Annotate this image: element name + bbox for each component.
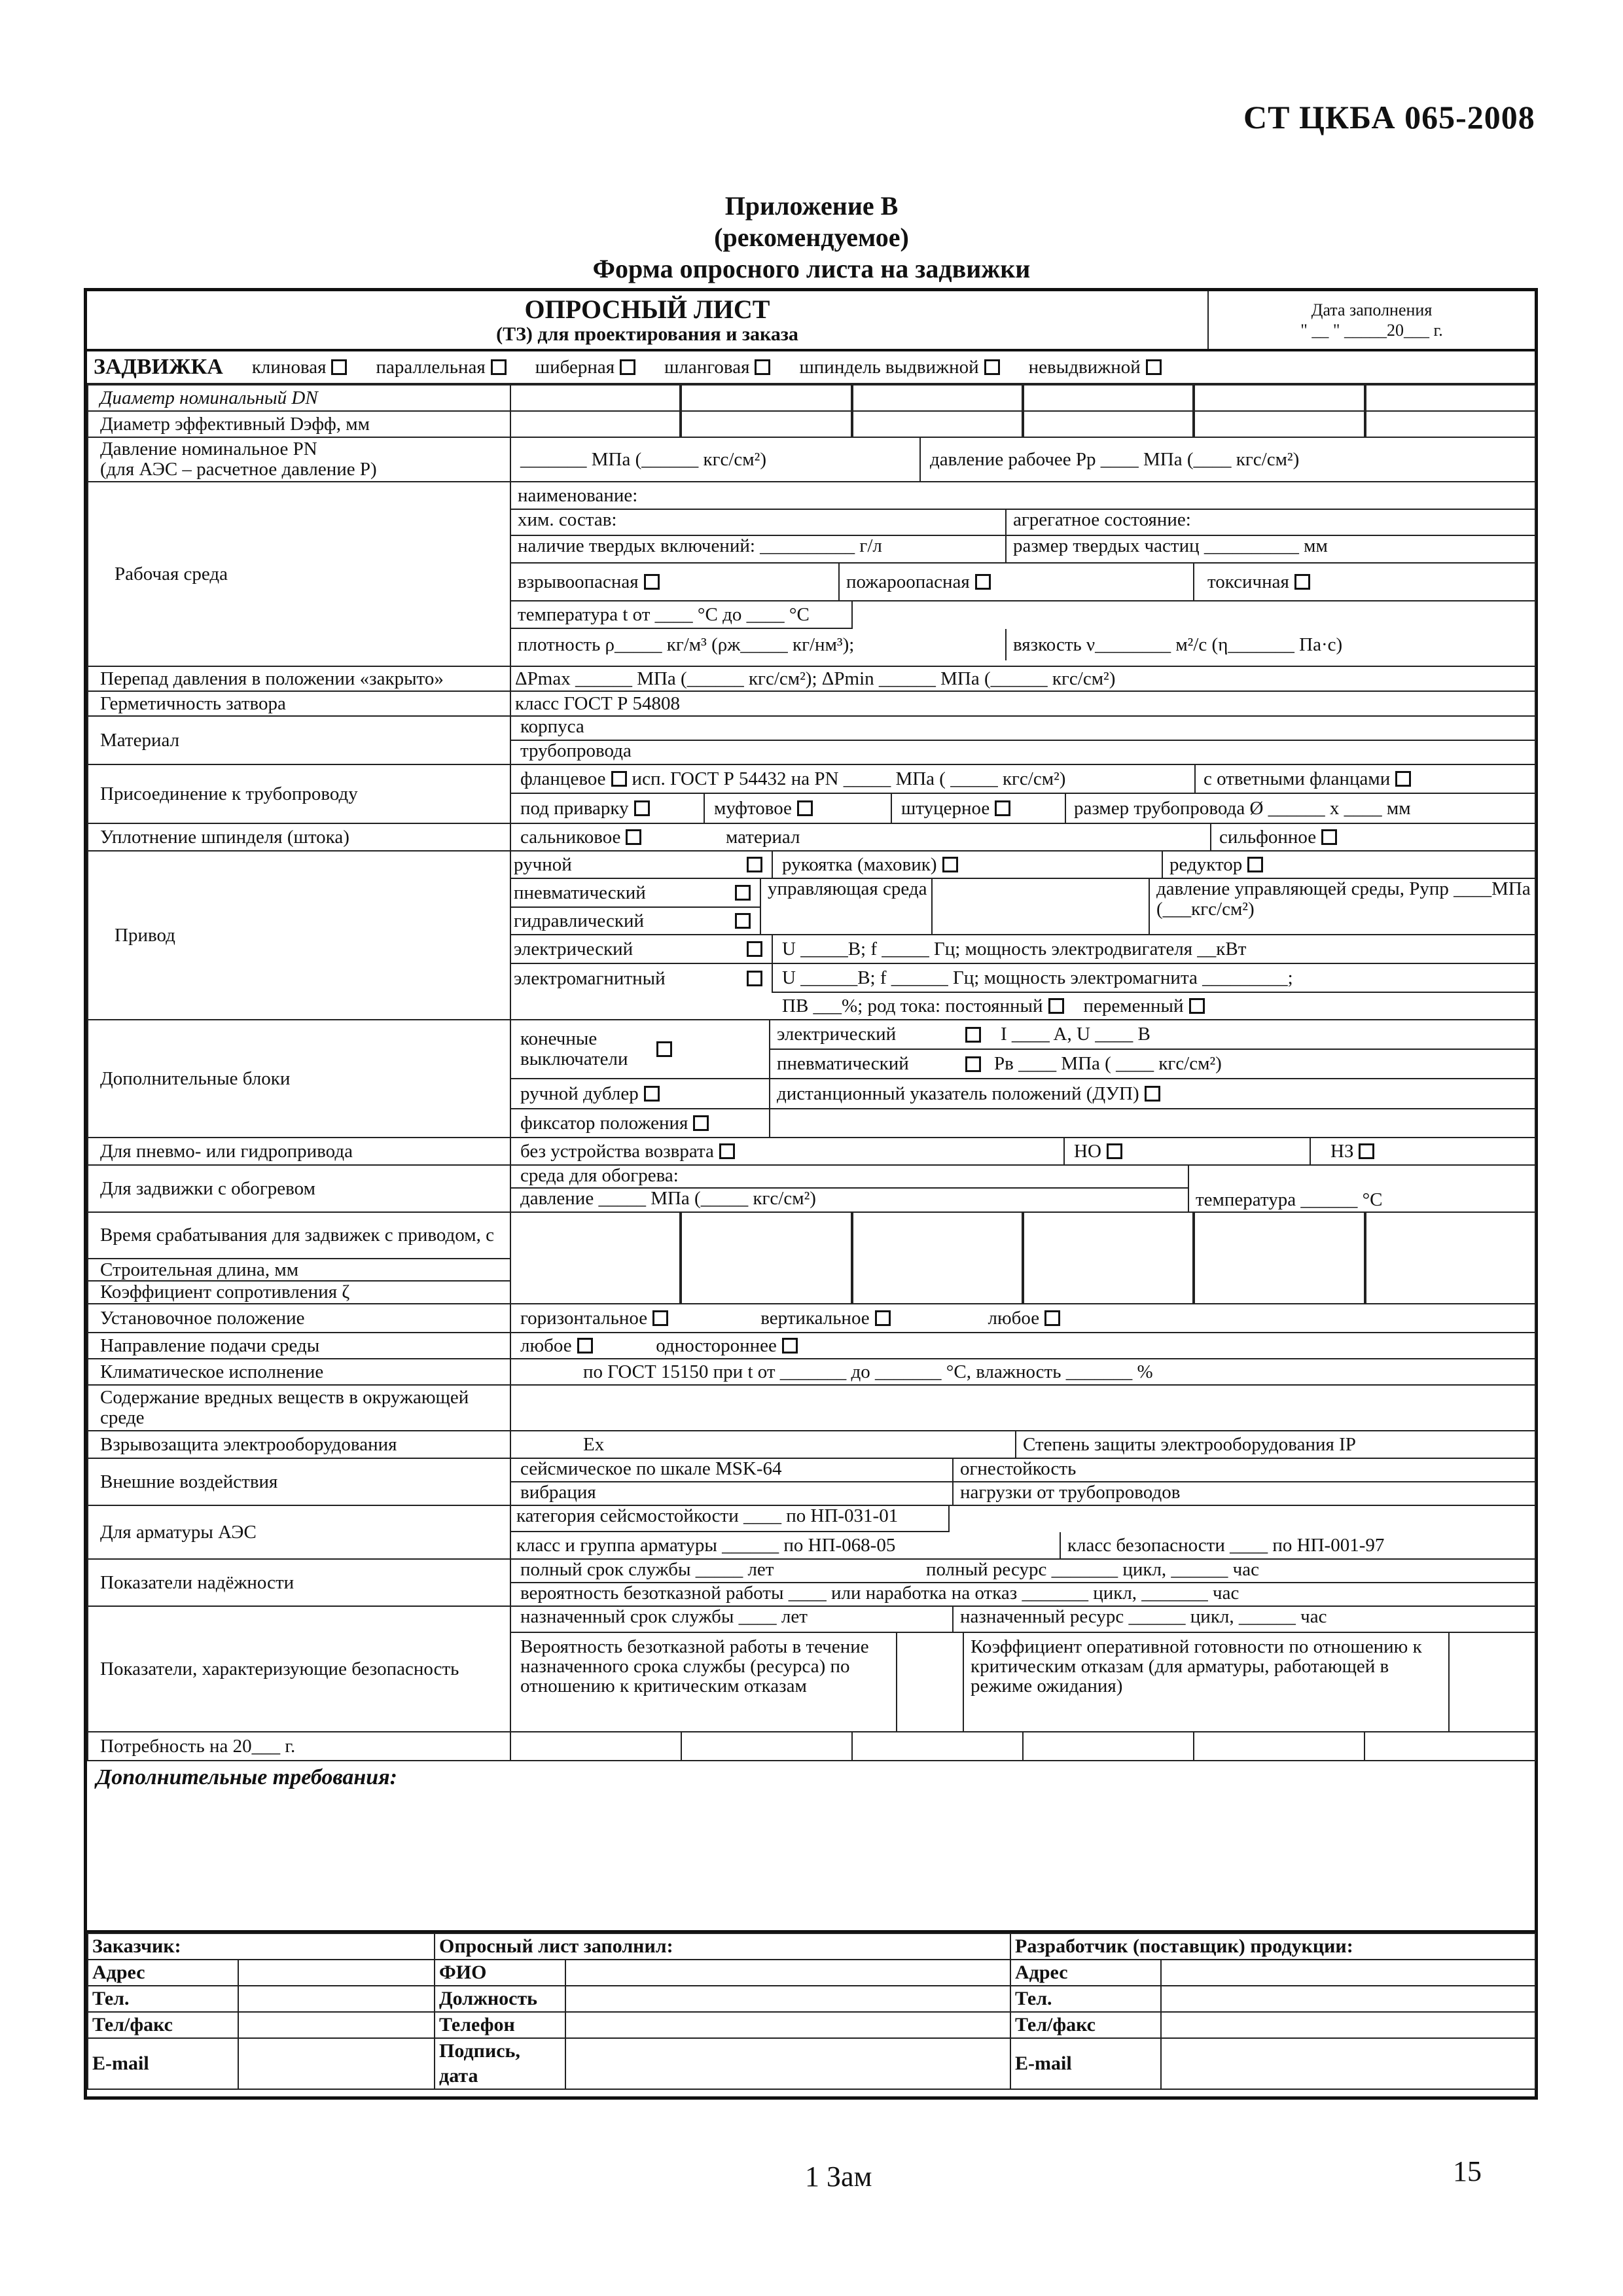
fire-option[interactable]: пожароопасная [840,564,1194,600]
checkbox-icon [1189,998,1205,1014]
document-code: СТ ЦКБА 065-2008 [1243,99,1535,135]
tight-field[interactable]: класс ГОСТ Р 54808 [510,691,1535,716]
valve-class-field[interactable]: класс и группа арматуры ______ по НП-068-05 [511,1532,1061,1558]
dn-cell[interactable] [511,386,682,410]
customer-address-field[interactable] [238,1960,435,1986]
filler-position-label: Должность [435,1986,565,2012]
checkbox-icon [1048,998,1064,1014]
material-pipe-field[interactable]: трубопровода [520,740,632,761]
row-harm-label: Содержание вредных веществ в окружающей среде [88,1385,510,1431]
row-heat-label: Для задвижки с обогревом [88,1165,510,1212]
valve-label: ЗАДВИЖКА [94,355,223,379]
developer-fax-label: Тел/факс [1010,2012,1161,2038]
checkbox-icon [652,1310,668,1326]
heat-pressure-field[interactable]: давление _____ МПа (_____ кгс/см²) [511,1189,1189,1211]
dn-cell[interactable] [682,386,853,410]
pos-any-option[interactable]: любое [988,1308,1061,1329]
checkbox-icon [1107,1143,1122,1159]
need-cell[interactable] [1194,1732,1365,1760]
deff-cell[interactable] [511,412,682,437]
drive-pneu-option[interactable]: пневматический [511,879,760,908]
pipe-load-field[interactable]: нагрузки от трубопроводов [960,1482,1181,1503]
customer-tel-label: Тел. [88,1986,238,2012]
form-header-title: ОПРОСНЫЙ ЛИСТ [524,295,770,324]
harm-field[interactable] [510,1385,1535,1431]
bellows-option[interactable]: сильфонное [1210,824,1337,850]
checkbox-icon [942,857,958,872]
drive-handle-option[interactable]: рукоятка (маховик) [773,852,1163,878]
row-seal-label: Уплотнение шпинделя (штока) [88,823,510,851]
row-rel-label: Показатели надёжности [88,1559,510,1606]
no-return-option[interactable]: без устройства возврата [511,1138,1065,1164]
ex-field[interactable]: Ex [511,1431,1016,1458]
row-npp-label: Для арматуры АЭС [88,1505,510,1559]
explosive-option[interactable]: взрывоопасная [511,564,840,600]
checkbox-icon [491,359,507,375]
need-cell[interactable] [511,1732,682,1760]
safety-class-field[interactable]: класс безопасности ____ по НП-001-97 [1067,1534,1385,1556]
full-life-field[interactable]: полный срок службы _____ лет [520,1559,774,1580]
critical-prob-field[interactable] [897,1633,964,1731]
developer-tel-label: Тел. [1010,1986,1161,2012]
checkbox-icon [1145,1086,1160,1102]
assigned-life-field[interactable]: назначенный срок службы ____ лет [511,1607,954,1632]
drive-em-params[interactable]: U ______B; f ______ Гц; мощность электромагнита _________; [773,964,1535,993]
deff-cell[interactable] [682,412,853,437]
dp-field[interactable]: ΔPmax ______ МПа (______ кгс/см²); ΔPmin ______ МПа (______ кгс/см²) [510,666,1535,691]
appendix-title: Приложение В [724,191,899,221]
flow-any-option[interactable]: любое [520,1336,651,1356]
developer-email-field[interactable] [1161,2038,1535,2089]
row-dp-label: Перепад давления в положении «закрыто» [88,666,510,691]
drive-current-option[interactable]: ПВ ___%; род тока: постоянный переменный [773,993,1535,1019]
checkbox-icon [577,1338,593,1354]
checkbox-icon [747,857,762,872]
date-field[interactable]: " __ " _____20___ г. [1300,321,1443,340]
customer-email-label: E-mail [88,2038,238,2089]
limit-pneu-option[interactable]: пневматический Pв ____ МПа ( ____ кгс/см²) [777,1053,1222,1074]
form-title: Форма опросного листа на задвижки [592,254,1031,283]
checkbox-icon [1044,1310,1060,1326]
grid-cell[interactable] [1195,1213,1366,1303]
need-cell[interactable] [853,1732,1024,1760]
chem-field[interactable]: хим. состав: [511,510,1007,535]
position-lock-option[interactable]: фиксатор положения [511,1109,770,1137]
readiness-label: Коэффициент оперативной готовности по отношению к критическим отказам (для арматуры, работающей в режиме ожидания) [964,1633,1450,1731]
normally-closed-option[interactable]: НЗ [1311,1141,1374,1162]
material-body-field[interactable]: корпуса [511,717,1535,741]
row-safe-label: Показатели, характеризующие безопасность [88,1606,510,1732]
failure-prob-field[interactable]: вероятность безотказной работы ____ или наработка на отказ _______ цикл, _______ час [520,1583,1240,1604]
control-medium-field[interactable] [933,879,1150,934]
deff-cell[interactable] [853,412,1024,437]
checkbox-icon [1146,359,1162,375]
appendix-status: (рекомендуемое) [714,223,909,252]
vibration-field[interactable]: вибрация [511,1482,954,1505]
valve-type-nonrising-stem[interactable]: невыдвижной [1029,357,1162,378]
filled-label: Опросный лист заполнил: [435,1933,1010,1960]
customer-email-field[interactable] [238,2038,435,2089]
checkbox-icon [755,359,770,375]
critical-prob-label: Вероятность безотказной работы в течение назначенного срока службы (ресурса) по отношению к критическим отказам [511,1633,897,1731]
checkbox-icon [331,359,347,375]
developer-label: Разработчик (поставщик) продукции: [1010,1933,1535,1960]
seismic-category-field[interactable]: категория сейсмостойкости ____ по НП-031-01 [511,1506,950,1532]
checkbox-icon [797,800,813,816]
row-pneumo-label: Для пневмо- или гидропривода [88,1138,510,1165]
manual-override-option[interactable]: ручной дублер [511,1079,770,1108]
checkbox-icon [1395,771,1411,787]
need-cell[interactable] [1365,1732,1535,1760]
full-resource-field[interactable]: полный ресурс _______ цикл, ______ час [926,1559,1260,1580]
drive-manual-option[interactable]: ручной [511,852,773,878]
pn-field[interactable]: _______ МПа (______ кгс/см²) [511,438,921,481]
heat-temp-field[interactable]: температура ______ °С [1196,1189,1383,1210]
customer-fax-field[interactable] [238,2012,435,2038]
medium-name-field[interactable]: наименование: [511,482,1535,510]
checkbox-icon [735,885,751,901]
checkbox-icon [611,771,627,787]
extra-requirements-label: Дополнительные требования: [96,1765,397,1789]
pos-horizontal-option[interactable]: горизонтальное [520,1308,756,1329]
row-flow-label: Направление подачи среды [88,1333,510,1359]
filler-position-field[interactable] [565,1986,1010,2012]
valve-type-parallel[interactable]: параллельная [376,357,506,378]
page-number: 15 [1453,2155,1482,2187]
flange-option[interactable]: фланцевое исп. ГОСТ Р 54432 на PN _____ МПа ( _____ кгс/см²) [511,765,1196,793]
row-deff-label: Диаметр эффективный Dэфф, мм [88,411,510,437]
particle-field[interactable]: размер твердых частиц __________ мм [1013,535,1328,556]
toxic-option[interactable]: токсичная [1194,572,1310,592]
checkbox-icon [747,941,762,957]
filler-fio-label: ФИО [435,1960,565,1986]
questionnaire-frame [84,288,1538,2100]
row-length-label: Строительная длина, мм [88,1259,510,1281]
grid-cell[interactable] [1024,1213,1195,1303]
filler-phone-field[interactable] [565,2012,1010,2038]
assigned-resource-field[interactable]: назначенный ресурс ______ цикл, ______ час [960,1606,1327,1627]
ip-field[interactable]: Степень защиты электрооборудования IP [1023,1433,1356,1455]
appendix-heading [0,191,1623,285]
filler-fio-field[interactable] [565,1960,1010,1986]
row-need-label: Потребность на 20___ г. [88,1732,510,1761]
checkbox-icon [1359,1143,1374,1159]
valve-type-hose[interactable]: шланговая [664,357,770,378]
drive-elec-option[interactable]: электрический [511,935,773,963]
pos-vertical-option[interactable]: вертикальное [760,1308,983,1329]
form-header [87,291,1535,351]
drive-elec-params[interactable]: U _____B; f _____ Гц; мощность электродвигателя __кВт [782,938,1247,960]
developer-address-label: Адрес [1010,1960,1161,1986]
checkbox-icon [965,1056,981,1072]
checkbox-icon [1294,574,1310,590]
flow-one-way-option[interactable]: одностороннее [656,1335,798,1356]
readiness-field[interactable] [1450,1633,1535,1731]
checkbox-icon [719,1143,735,1159]
checkbox-icon [644,1086,660,1102]
aggregate-field[interactable]: агрегатное состояние: [1013,509,1191,530]
checkbox-icon [984,359,1000,375]
weld-option[interactable]: под приварку [511,794,705,823]
checkbox-icon [656,1041,672,1057]
row-medium-label: Рабочая среда [88,482,510,666]
grid-cell[interactable] [682,1213,853,1303]
checkbox-icon [693,1115,709,1131]
developer-tel-field[interactable] [1161,1986,1535,2012]
control-pressure-field[interactable]: давление управляющей среды, Pупр ____МПа (___кгс/см²) [1156,878,1531,920]
control-medium-label: управляющая среда [761,879,933,934]
row-drive-label: Привод [88,851,510,1020]
main-form-table [87,384,1536,1761]
checkbox-icon [626,829,641,845]
filler-sign-label: Подпись, дата [435,2038,565,2089]
coupling-option[interactable]: муфтовое [705,794,892,823]
checkbox-icon [735,913,751,929]
change-note: 1 Зам [805,2161,872,2193]
form-header-subtitle: (ТЗ) для проектирования и заказа [496,323,798,345]
row-climate-label: Климатическое исполнение [88,1359,510,1385]
checkbox-icon [1247,857,1263,872]
drive-reducer-option[interactable]: редуктор [1163,855,1263,875]
valve-type-gate[interactable]: шиберная [535,357,635,378]
row-material-label: Материал [88,716,510,764]
customer-label: Заказчик: [88,1933,435,1960]
grid-cell[interactable] [1366,1213,1535,1303]
nipple-option[interactable]: штуцерное [892,794,1066,823]
seal-material-field[interactable]: материал [726,826,800,848]
customer-address-label: Адрес [88,1960,238,1986]
checkbox-icon [975,574,991,590]
need-cell[interactable] [1024,1732,1194,1760]
climate-field[interactable]: по ГОСТ 15150 при t от _______ до _______ °С, влажность _______ % [510,1359,1535,1385]
row-dn-label: Диаметр номинальный DN [88,385,510,411]
limit-elec-option[interactable]: электрический I ____ A, U ____ B [770,1020,1535,1050]
valve-type-row [87,351,1535,384]
heat-medium-field[interactable]: среда для обогрева: [511,1166,1189,1189]
pipe-size-field[interactable]: размер трубопровода Ø ______ х ____ мм [1074,797,1411,819]
deff-cell[interactable] [1024,412,1195,437]
developer-fax-field[interactable] [1161,2012,1535,2038]
deff-cell[interactable] [1366,412,1535,437]
checkbox-icon [747,971,762,986]
developer-address-field[interactable] [1161,1960,1535,1986]
filler-phone-label: Телефон [435,2012,565,2038]
drive-em-option[interactable]: электромагнитный [511,964,773,993]
solids-field[interactable]: наличие твердых включений: __________ г/л [511,536,1007,562]
pr-field[interactable]: давление рабочее Pр ____ МПа (____ кгс/см²) [930,448,1300,470]
limit-switch-option[interactable]: конечные выключатели [511,1020,770,1078]
deff-cell[interactable] [1195,412,1366,437]
fire-resist-field[interactable]: огнестойкость [960,1458,1077,1479]
contacts-table [87,1933,1536,2090]
seismic-field[interactable]: сейсмическое по шкале MSK-64 [511,1459,954,1481]
valve-type-wedge[interactable]: клиновая [252,357,348,378]
dn-cell[interactable] [1366,386,1535,410]
counter-flange-option[interactable]: с ответными фланцами [1196,769,1411,789]
checkbox-icon [875,1310,891,1326]
drive-hydro-option[interactable]: гидравлический [511,908,760,934]
dn-cell[interactable] [853,386,1024,410]
filler-sign-field[interactable] [565,2038,1010,2089]
checkbox-icon [644,574,660,590]
row-conn-label: Присоединение к трубопроводу [88,764,510,823]
position-indicator-option[interactable]: дистанционный указатель положений (ДУП) [770,1084,1160,1104]
checkbox-icon [965,1027,981,1043]
row-explo-label: Взрывозащита электрооборудования [88,1431,510,1458]
normally-open-option[interactable]: НО [1065,1138,1311,1164]
extra-requirements-area[interactable] [87,1761,1535,1933]
checkbox-icon [995,800,1010,816]
row-position-label: Установочное положение [88,1304,510,1333]
date-label: Дата заполнения [1311,300,1433,319]
viscosity-field[interactable]: вязкость ν________ м²/с (η_______ Па·с) [1013,634,1343,655]
gland-option[interactable]: сальниковое [511,827,717,848]
grid-cell[interactable] [853,1213,1024,1303]
dn-cell[interactable] [1024,386,1195,410]
density-field[interactable]: плотность ρ_____ кг/м³ (ρж_____ кг/нм³); [511,629,1007,660]
row-ext-label: Внешние воздействия [88,1458,510,1505]
dn-cell[interactable] [1195,386,1366,410]
developer-email-label: E-mail [1010,2038,1161,2089]
checkbox-icon [620,359,635,375]
valve-type-rising-stem[interactable]: шпиндель выдвижной [799,357,999,378]
row-time-label: Время срабатывания для задвижек с приводом, с [88,1212,510,1259]
row-pn-label: Давление номинальное PN (для АЭС – расчетное давление P) [88,437,510,482]
checkbox-icon [1321,829,1337,845]
row-tight-label: Герметичность затвора [88,691,510,716]
customer-tel-field[interactable] [238,1986,435,2012]
need-cell[interactable] [682,1732,853,1760]
grid-cell[interactable] [511,1213,682,1303]
row-blocks-label: Дополнительные блоки [88,1020,510,1138]
customer-fax-label: Тел/факс [88,2012,238,2038]
row-zeta-label: Коэффициент сопротивления ζ [88,1281,510,1304]
checkbox-icon [634,800,650,816]
temp-field[interactable]: температура t от ____ °С до ____ °С [511,601,853,629]
checkbox-icon [782,1338,798,1354]
